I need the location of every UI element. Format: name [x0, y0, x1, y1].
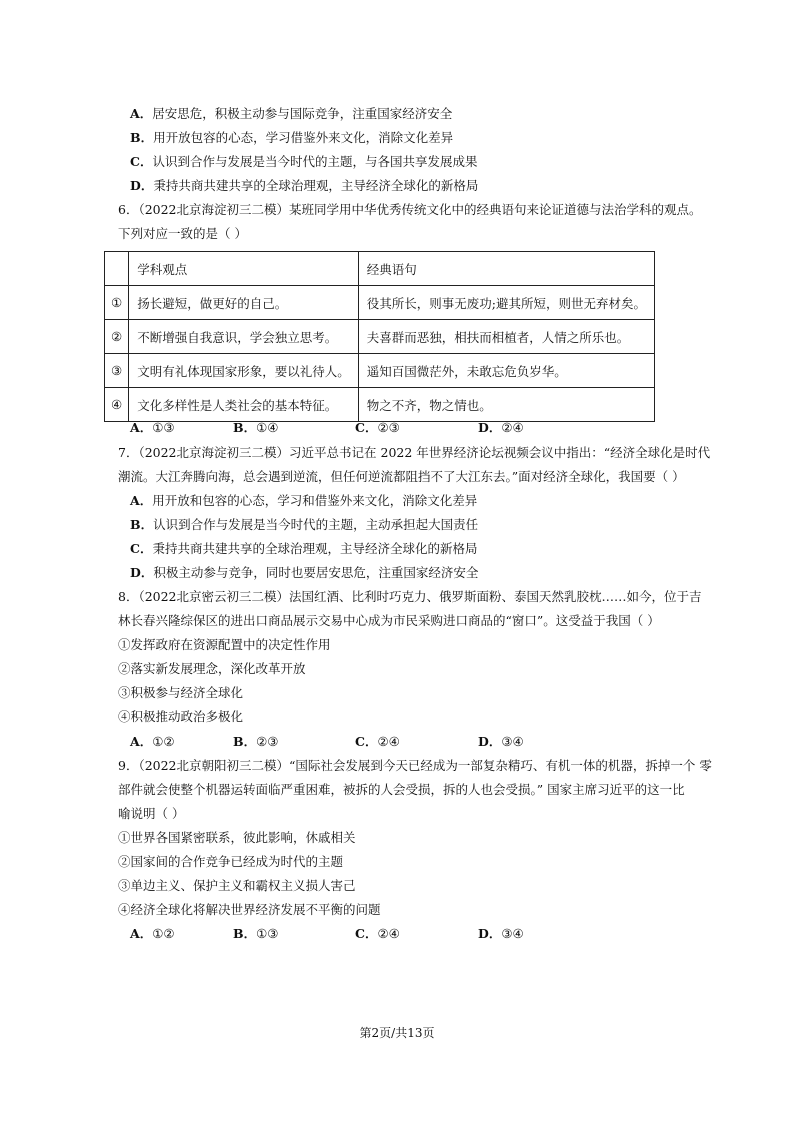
choice-text: ③④ [501, 734, 524, 749]
table-header-quote: 经典语句 [358, 252, 654, 286]
option-text: 秉持共商共建共享的全球治理观，主导经济全球化的新格局 [152, 541, 478, 556]
q7-stem-cont [118, 468, 685, 486]
choice-c [355, 925, 400, 943]
q9-stem [118, 757, 712, 775]
choice-label: C． [355, 734, 378, 749]
q6-choices [130, 419, 630, 437]
row-number: ④ [105, 388, 129, 422]
choice-label: C． [355, 420, 378, 435]
question-number: 7 [118, 445, 126, 460]
row-number: ② [105, 320, 129, 354]
q9-stem-cont2 [118, 805, 184, 823]
choice-label: A． [130, 926, 153, 941]
option-label: A． [130, 106, 153, 121]
choice-d [478, 419, 524, 437]
row-number: ① [105, 286, 129, 320]
q7-option-b [130, 516, 478, 534]
option-label: D． [130, 178, 154, 193]
stem-text: ．（2022北京海淀初三二模）习近平总书记在 2022 年世界经济论坛视频会议中指出：“经济全球化是时代 [125, 445, 711, 460]
q8-choices [130, 733, 630, 751]
stem-text: ．（2022北京海淀初三二模）某班同学用中华优秀传统文化中的经典语句来论证道德与法治学科的观点。 [125, 202, 702, 217]
choice-text: ①② [152, 926, 175, 941]
option-label: C． [130, 154, 153, 169]
question-number: 6 [118, 202, 126, 217]
q9-item-4: ④经济全球化将解决世界经济发展不平衡的问题 [118, 902, 381, 917]
row-view: 不断增强自我意识，学会独立思考。 [129, 320, 359, 354]
row-view: 扬长避短，做更好的自己。 [129, 286, 359, 320]
choice-text: ②④ [377, 926, 400, 941]
q7-stem [118, 444, 710, 462]
option-label: B． [130, 130, 154, 145]
q8-item-3: ③积极参与经济全球化 [118, 685, 244, 700]
q6-table [104, 251, 655, 422]
option-text: 秉持共商共建共享的全球治理观，主导经济全球化的新格局 [153, 178, 479, 193]
stem-text: 潮流。大江奔腾向海，总会遇到逆流，但任何逆流都阻挡不了大江东去。”面对经济全球化，我国要（ ） [118, 469, 685, 484]
row-quote: 物之不齐，物之情也。 [358, 388, 654, 422]
choice-text: ①④ [256, 420, 279, 435]
q9-item-2: ②国家间的合作竞争已经成为时代的主题 [118, 854, 344, 869]
stem-text: ．（2022北京朝阳初三二模）“国际社会发展到今天已经成为一部复杂精巧、有机一体的机器，拆掉一个 零 [125, 758, 712, 773]
row-quote: 役其所长，则事无废功;避其所短，则世无弃材矣。 [358, 286, 654, 320]
row-quote: 夫喜群而恶独，相扶而相植者，人情之所乐也。 [358, 320, 654, 354]
choice-text: ③④ [501, 926, 524, 941]
stem-text: 部件就会使整个机器运转面临严重困难，被拆的人会受损，拆的人也会受损。” 国家主席习近平的这一比 [118, 782, 685, 797]
q9-stem-cont [118, 781, 685, 799]
q8-stem-cont [118, 612, 660, 630]
choice-label: D． [478, 926, 502, 941]
choice-label: D． [478, 734, 502, 749]
choice-text: ②③ [256, 734, 279, 749]
choice-label: B． [233, 926, 257, 941]
option-text: 用开放包容的心态，学习借鉴外来文化，消除文化差异 [153, 130, 454, 145]
choice-b [233, 925, 279, 943]
q9-item-1: ①世界各国紧密联系，彼此影响，休戚相关 [118, 830, 356, 845]
choice-d [478, 733, 524, 751]
choice-a [130, 925, 175, 943]
q7-option-a [130, 492, 477, 510]
option-text: 认识到合作与发展是当今时代的主题，与各国共享发展成果 [152, 154, 478, 169]
choice-text: ①③ [256, 926, 279, 941]
choice-label: B． [233, 734, 257, 749]
option-label: D． [130, 565, 154, 580]
choice-text: ①② [152, 734, 175, 749]
option-text: 用开放和包容的心态，学习和借鉴外来文化，消除文化差异 [152, 493, 478, 508]
q9-item-3: ③单边主义、保护主义和霸权主义损人害己 [118, 878, 356, 893]
choice-b [233, 733, 279, 751]
row-number: ③ [105, 354, 129, 388]
choice-a [130, 419, 175, 437]
stem-text: 喻说明（ ） [118, 806, 185, 821]
stem-text: 林长春兴隆综保区的进出口商品展示交易中心成为市民采购进口商品的“窗口”。这受益于我国（ ） [118, 613, 660, 628]
choice-label: A． [130, 734, 153, 749]
q9-choices [130, 925, 630, 943]
row-view: 文化多样性是人类社会的基本特征。 [129, 388, 359, 422]
choice-c [355, 419, 400, 437]
choice-label: C． [355, 926, 378, 941]
page-footer: 第2页/共13页 [359, 1026, 435, 1040]
choice-d [478, 925, 524, 943]
q7-option-c [130, 540, 477, 558]
question-number: 9 [118, 758, 126, 773]
row-quote: 遥知百国微茫外，未敢忘危负岁华。 [358, 354, 654, 388]
table-row [105, 388, 655, 422]
option-label: C． [130, 541, 153, 556]
q5-option-d [130, 177, 478, 195]
table-row [105, 320, 655, 354]
q8-item-2: ②落实新发展理念，深化改革开放 [118, 661, 306, 676]
q6-stem-cont [118, 225, 247, 243]
q7-option-d [130, 564, 478, 582]
q5-option-c [130, 153, 477, 171]
choice-label: A． [130, 420, 153, 435]
option-label: A． [130, 493, 153, 508]
choice-b [233, 419, 279, 437]
option-text: 认识到合作与发展是当今时代的主题，主动承担起大国责任 [153, 517, 479, 532]
choice-text: ②④ [501, 420, 524, 435]
q5-option-b [130, 129, 453, 147]
choice-label: D． [478, 420, 502, 435]
stem-text: 下列对应一致的是（ ） [118, 226, 247, 241]
q5-option-a [130, 105, 452, 123]
q8-item-4: ④积极推动政治多极化 [118, 709, 244, 724]
choice-text: ①③ [152, 420, 175, 435]
choice-text: ②③ [377, 420, 400, 435]
stem-text: ．（2022北京密云初三二模）法国红酒、比利时巧克力、俄罗斯面粉、泰国天然乳胶枕……如今，位于吉 [125, 589, 702, 604]
choice-c [355, 733, 400, 751]
q6-stem [118, 201, 702, 219]
choice-a [130, 733, 175, 751]
choice-label: B． [233, 420, 257, 435]
option-text: 居安思危，积极主动参与国际竞争，注重国家经济安全 [152, 106, 453, 121]
table-header-num [105, 252, 129, 286]
table-row [105, 286, 655, 320]
option-text: 积极主动参与竞争，同时也要居安思危，注重国家经济安全 [153, 565, 479, 580]
table-header-view: 学科观点 [129, 252, 359, 286]
row-view: 文明有礼体现国家形象，要以礼待人。 [129, 354, 359, 388]
question-number: 8 [118, 589, 126, 604]
q8-stem [118, 588, 702, 606]
q8-item-1: ①发挥政府在资源配置中的决定性作用 [118, 637, 331, 652]
choice-text: ②④ [377, 734, 400, 749]
option-label: B． [130, 517, 154, 532]
table-row [105, 354, 655, 388]
table-header-row [105, 252, 655, 286]
